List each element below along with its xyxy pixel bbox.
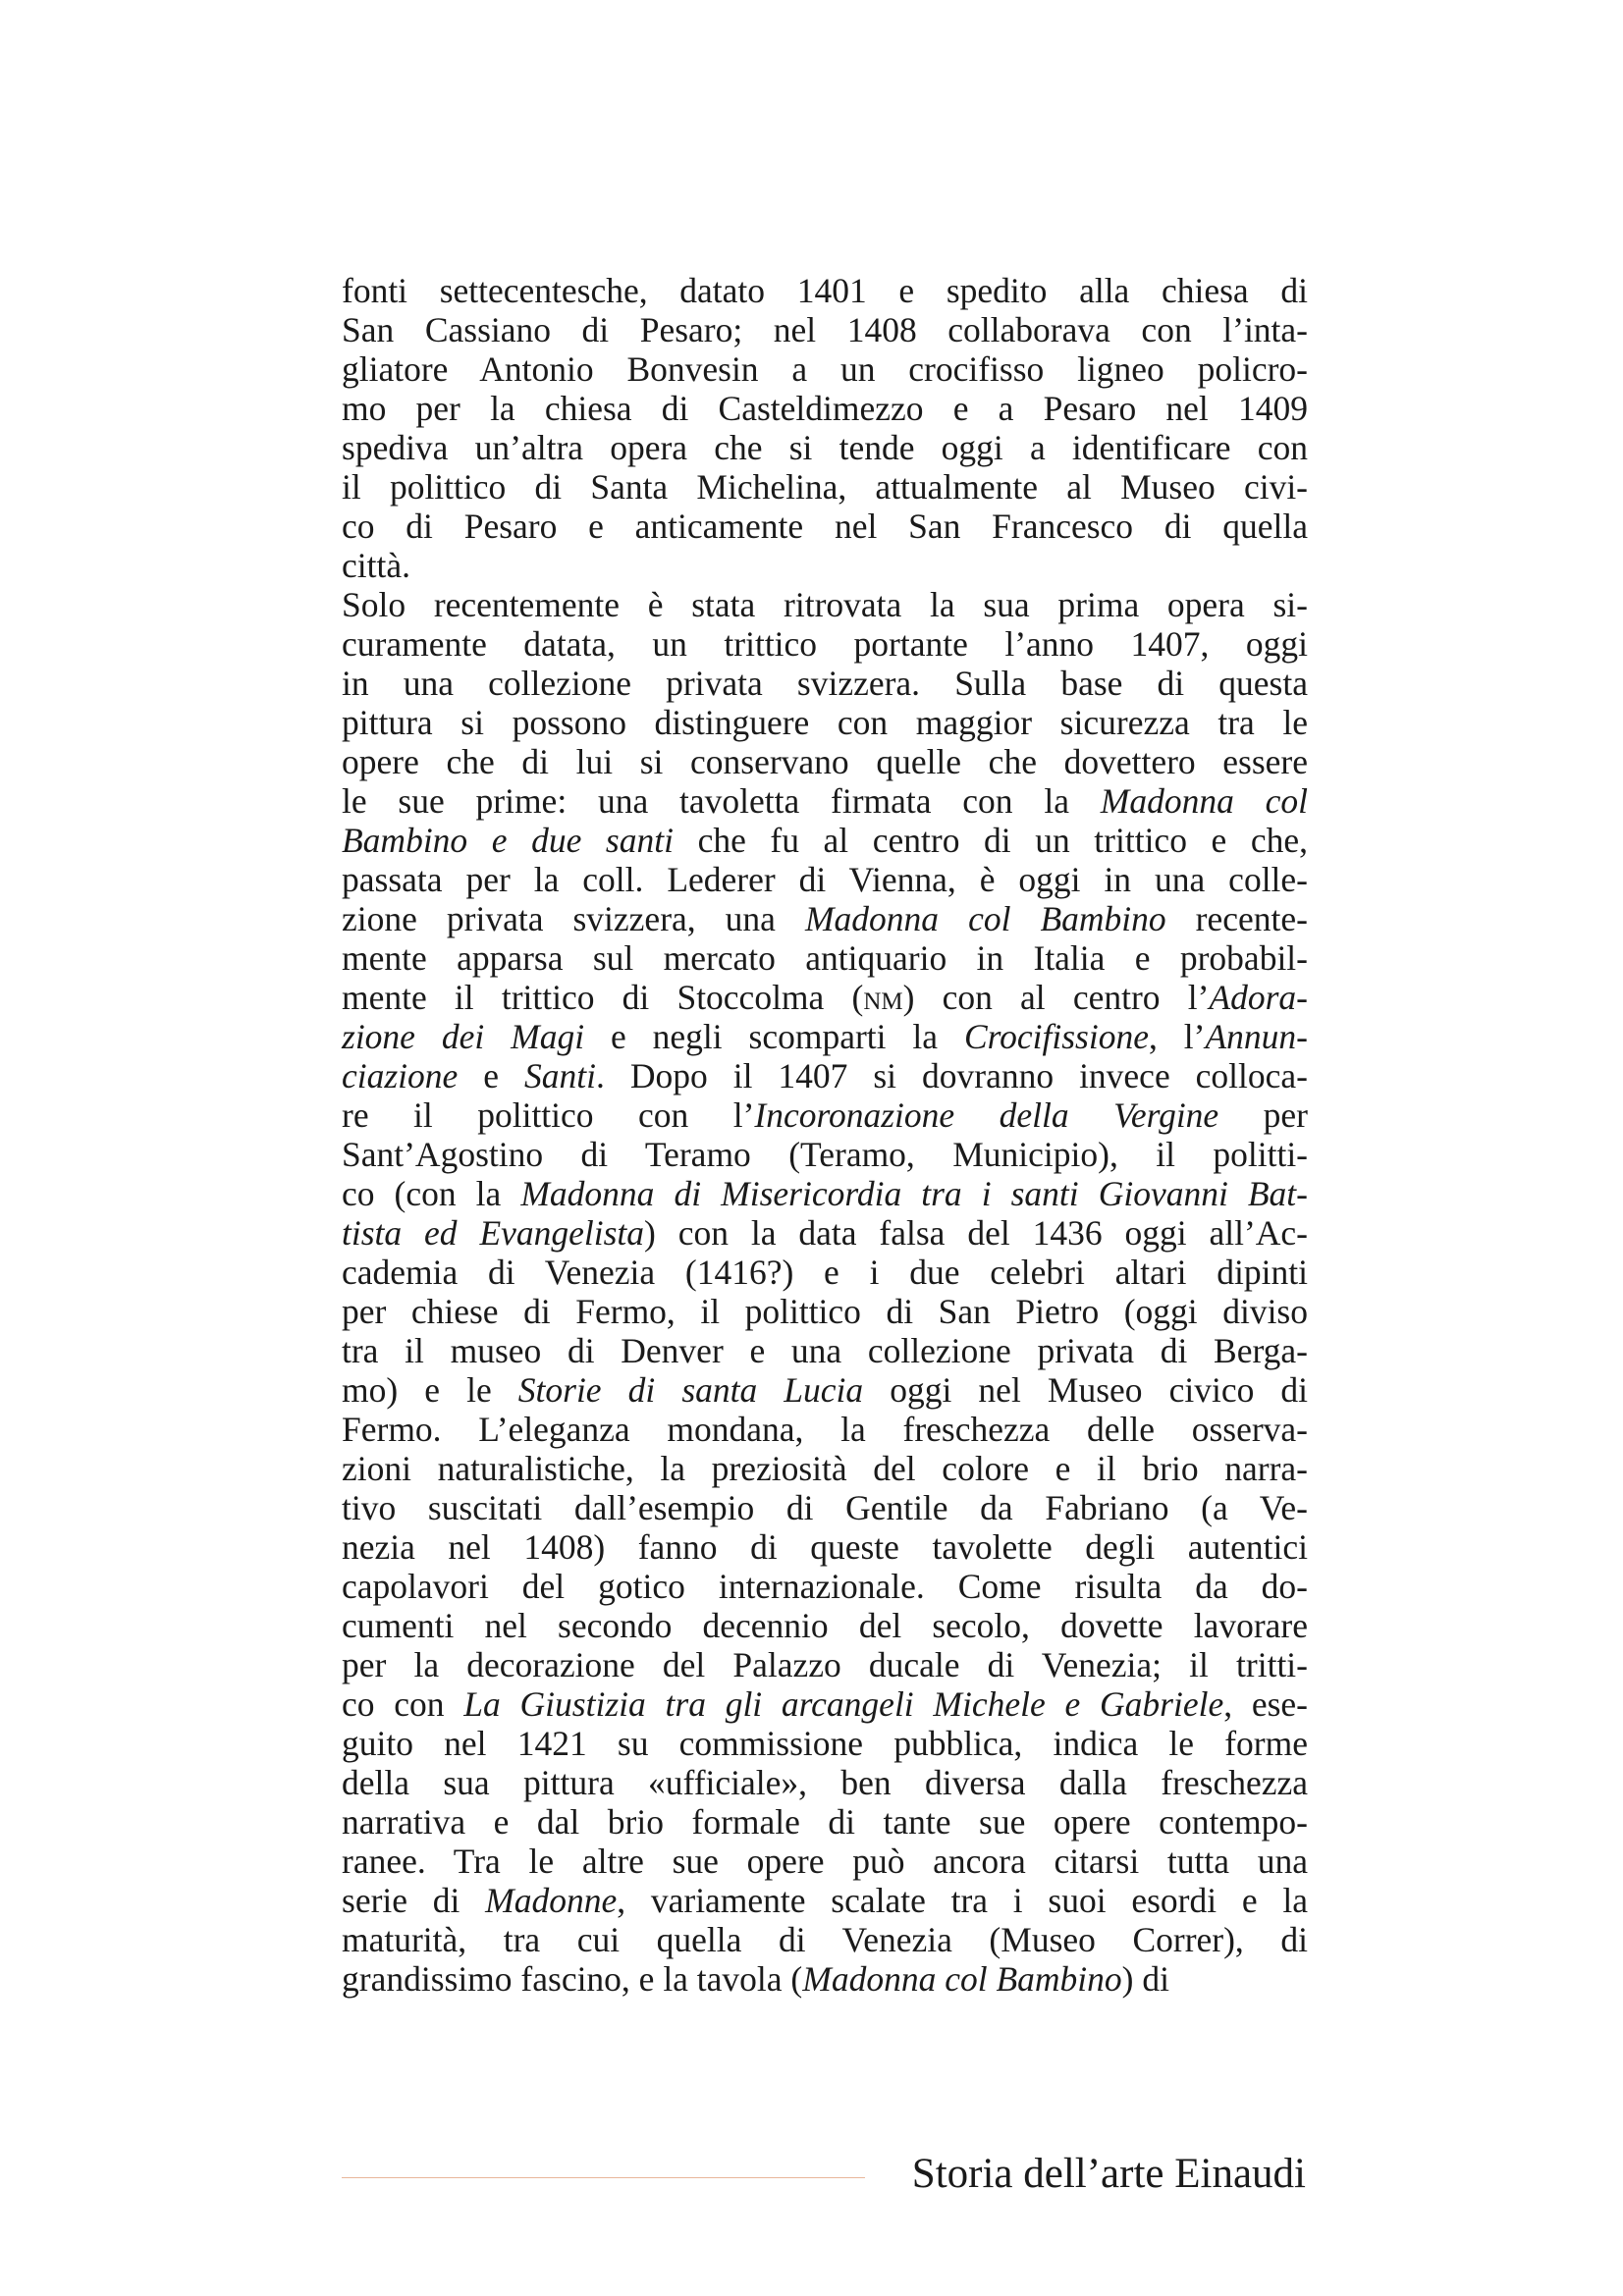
text-line	[342, 978, 1308, 1017]
text-line	[342, 703, 1308, 742]
text-span: co con	[342, 1684, 464, 1724]
text-span: per la decorazione del Palazzo ducale di Venezia; il tritti-	[342, 1645, 1308, 1684]
text-line	[342, 1213, 1308, 1253]
text-line	[342, 1370, 1308, 1410]
text-line	[342, 1488, 1308, 1527]
text-span: narrativa e dal brio formale di tante sue opere contempo-	[342, 1802, 1308, 1842]
text-line	[342, 1017, 1308, 1056]
text-span: grandissimo fascino, e la tavola (	[342, 1959, 803, 1999]
footer-rule	[342, 2177, 865, 2178]
text-span: cumenti nel secondo decennio del secolo, dovette lavorare	[342, 1606, 1308, 1645]
text-line	[342, 781, 1308, 821]
text-line	[342, 1331, 1308, 1370]
text-span: spediva un’altra opera che si tende oggi a identificare con	[342, 428, 1308, 467]
text-line	[342, 310, 1308, 349]
text-line	[342, 1959, 1308, 1999]
text-span: ) di	[1121, 1959, 1169, 1999]
italic-span: Storie di santa Lucia	[517, 1370, 864, 1410]
text-line	[342, 1567, 1308, 1606]
text-span: zione privata svizzera, una	[342, 899, 805, 938]
italic-span: zione dei Magi	[342, 1017, 585, 1056]
text-span: , ese-	[1223, 1684, 1309, 1724]
text-span: serie di	[342, 1881, 486, 1920]
text-span: gliatore Antonio Bonvesin a un crocifisso ligneo policro-	[342, 349, 1308, 389]
text-span: Sant’Agostino di Teramo (Teramo, Municipio), il politti-	[342, 1135, 1308, 1174]
text-line	[342, 507, 1308, 546]
text-span: capolavori del gotico internazionale. Come risulta da do-	[342, 1567, 1308, 1606]
italic-span: La Giustizia tra gli arcangeli Michele e Gabriele	[463, 1684, 1224, 1724]
text-span: mente apparsa sul mercato antiquario in Italia e probabil-	[342, 938, 1308, 978]
italic-span: Incoronazione della Vergine	[754, 1095, 1219, 1135]
text-span: mo) e le	[342, 1370, 518, 1410]
body-text	[342, 271, 1308, 1999]
text-span: in una collezione privata svizzera. Sulla base di questa	[342, 664, 1308, 703]
text-span: oggi nel Museo civico di	[863, 1370, 1309, 1410]
text-span: . Dopo il 1407 si dovranno invece colloca-	[596, 1056, 1308, 1095]
text-line	[342, 899, 1308, 938]
text-line	[342, 1449, 1308, 1488]
text-span: per	[1218, 1095, 1308, 1135]
text-span: passata per la coll. Lederer di Vienna, è oggi in una colle-	[342, 860, 1308, 899]
text-span: nezia nel 1408) fanno di queste tavolette degli autentici	[342, 1527, 1308, 1567]
text-span: Solo recentemente è stata ritrovata la sua prima opera si-	[342, 585, 1308, 624]
text-line	[342, 585, 1308, 624]
text-span: , l’	[1149, 1017, 1206, 1056]
text-span: per chiese di Fermo, il polittico di San Pietro (oggi diviso	[342, 1292, 1308, 1331]
text-line	[342, 349, 1308, 389]
text-line	[342, 1606, 1308, 1645]
italic-span: Crocifissione	[963, 1017, 1149, 1056]
text-span: fonti settecentesche, datato 1401 e spedito alla chiesa di	[342, 271, 1308, 310]
italic-span: Annun-	[1205, 1017, 1308, 1056]
text-span: ) con la data falsa del 1436 oggi all’Ac-	[644, 1213, 1308, 1253]
text-span: re il polittico con l’	[342, 1095, 755, 1135]
text-span: e	[458, 1056, 525, 1095]
text-span: ) con al centro l’	[902, 978, 1210, 1017]
text-line	[342, 1135, 1308, 1174]
italic-span: Madonna di Misericordia tra i santi Giovanni Bat-	[520, 1174, 1308, 1213]
text-span: che fu al centro di un trittico e che,	[673, 821, 1308, 860]
text-line	[342, 742, 1308, 781]
text-span: guito nel 1421 su commissione pubblica, indica le forme	[342, 1724, 1308, 1763]
text-line	[342, 1724, 1308, 1763]
text-line	[342, 938, 1308, 978]
text-line	[342, 389, 1308, 428]
text-line	[342, 1920, 1308, 1959]
text-line	[342, 1292, 1308, 1331]
text-line	[342, 1645, 1308, 1684]
italic-span: Madonna col Bambino	[802, 1959, 1122, 1999]
text-span: San Cassiano di Pesaro; nel 1408 collaborava con l’inta-	[342, 310, 1308, 349]
text-span: maturità, tra cui quella di Venezia (Museo Correr), di	[342, 1920, 1308, 1959]
italic-span: ciazione	[342, 1056, 459, 1095]
text-line	[342, 664, 1308, 703]
italic-span: Bambino e due santi	[342, 821, 674, 860]
text-span: mo per la chiesa di Casteldimezzo e a Pesaro nel 1409	[342, 389, 1308, 428]
text-line	[342, 1684, 1308, 1724]
text-line	[342, 821, 1308, 860]
text-line	[342, 860, 1308, 899]
text-span: recente-	[1165, 899, 1308, 938]
text-line	[342, 1763, 1308, 1802]
italic-span: Madonne	[485, 1881, 618, 1920]
text-span: mente il trittico di Stoccolma (	[342, 978, 864, 1017]
text-span: città.	[342, 546, 410, 585]
text-line	[342, 428, 1308, 467]
text-line	[342, 1056, 1308, 1095]
italic-span: Madonna col Bambino	[804, 899, 1166, 938]
text-line	[342, 1842, 1308, 1881]
text-span: opere che di lui si conservano quelle che dovettero essere	[342, 742, 1308, 781]
text-line	[342, 1881, 1308, 1920]
footer-title: Storia dell’arte Einaudi	[911, 2151, 1306, 2197]
text-span: tra il museo di Denver e una collezione privata di Berga-	[342, 1331, 1308, 1370]
text-span: tivo suscitati dall’esempio di Gentile da Fabriano (a Ve-	[342, 1488, 1308, 1527]
text-line	[342, 1174, 1308, 1213]
text-line	[342, 1527, 1308, 1567]
text-line	[342, 467, 1308, 507]
text-span: e negli scomparti la	[584, 1017, 964, 1056]
text-span: , variamente scalate tra i suoi esordi e la	[617, 1881, 1308, 1920]
text-span: co (con la	[342, 1174, 521, 1213]
text-span: co di Pesaro e anticamente nel San Francesco di quella	[342, 507, 1308, 546]
text-span: della sua pittura «ufficiale», ben diversa dalla freschezza	[342, 1763, 1308, 1802]
text-line	[342, 546, 1308, 585]
text-span: zioni naturalistiche, la preziosità del colore e il brio narra-	[342, 1449, 1308, 1488]
italic-span: tista ed Evangelista	[342, 1213, 645, 1253]
text-line	[342, 1410, 1308, 1449]
text-line	[342, 271, 1308, 310]
text-line	[342, 1253, 1308, 1292]
text-span: il polittico di Santa Michelina, attualmente al Museo civi-	[342, 467, 1308, 507]
text-span: le sue prime: una tavoletta firmata con la	[342, 781, 1101, 821]
text-span: ranee. Tra le altre sue opere può ancora citarsi tutta una	[342, 1842, 1308, 1881]
text-span: cademia di Venezia (1416?) e i due celebri altari dipinti	[342, 1253, 1308, 1292]
text-span: nm	[863, 978, 903, 1017]
text-span: curamente datata, un trittico portante l’anno 1407, oggi	[342, 624, 1308, 664]
text-span: Fermo. L’eleganza mondana, la freschezza delle osserva-	[342, 1410, 1308, 1449]
italic-span: Adora-	[1209, 978, 1308, 1017]
text-span: pittura si possono distinguere con maggior sicurezza tra le	[342, 703, 1308, 742]
text-line	[342, 1802, 1308, 1842]
text-line	[342, 624, 1308, 664]
italic-span: Madonna col	[1100, 781, 1308, 821]
text-line	[342, 1095, 1308, 1135]
italic-span: Santi	[524, 1056, 596, 1095]
